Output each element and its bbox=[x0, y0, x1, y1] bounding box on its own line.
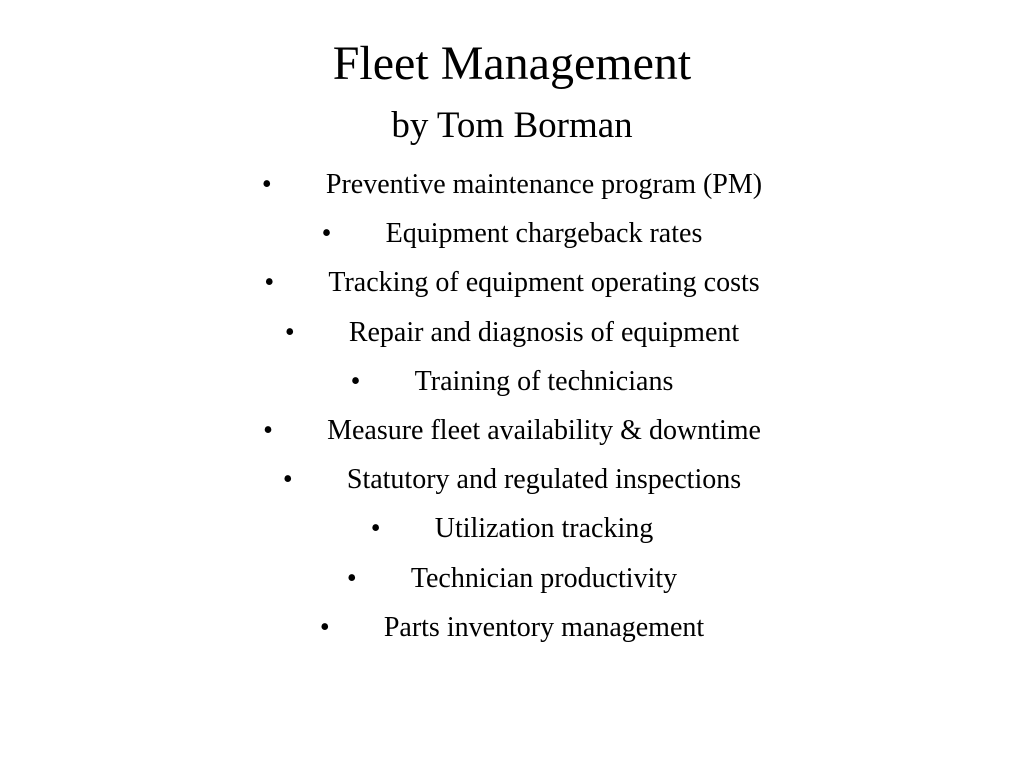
list-item bbox=[0, 504, 1024, 553]
list-item-text: Preventive maintenance program (PM) bbox=[325, 169, 763, 201]
list-item-text: Tracking of equipment operating costs bbox=[328, 267, 760, 299]
list-item-text: Utilization tracking bbox=[434, 513, 654, 545]
bullet-icon: • bbox=[264, 267, 275, 299]
bullet-icon: • bbox=[263, 415, 273, 447]
list-item bbox=[0, 455, 1024, 504]
bullet-icon: • bbox=[284, 316, 295, 348]
bullet-icon: • bbox=[346, 562, 357, 594]
bullet-icon: • bbox=[282, 464, 293, 496]
slide-title: Fleet Management bbox=[332, 37, 692, 90]
list-item-text: Measure fleet availability & downtime bbox=[327, 415, 761, 447]
bullet-icon: • bbox=[319, 611, 330, 643]
list-item bbox=[0, 357, 1024, 406]
slide-subtitle: by Tom Borman bbox=[391, 105, 633, 146]
list-item-text: Statutory and regulated inspections bbox=[346, 464, 742, 496]
list-item-text: Training of technicians bbox=[414, 365, 674, 397]
bullet-icon: • bbox=[321, 218, 332, 250]
list-item-text: Technician productivity bbox=[410, 562, 678, 594]
bullet-icon: • bbox=[370, 513, 381, 545]
list-item bbox=[0, 406, 1024, 455]
list-item-text: Equipment chargeback rates bbox=[385, 218, 703, 250]
bullet-icon: • bbox=[350, 365, 361, 397]
bullet-list bbox=[0, 160, 1024, 652]
list-item-text: Parts inventory management bbox=[383, 611, 705, 643]
list-item bbox=[0, 603, 1024, 652]
list-item-text: Repair and diagnosis of equipment bbox=[348, 316, 740, 348]
list-item bbox=[0, 160, 1024, 209]
list-item bbox=[0, 209, 1024, 258]
list-item bbox=[0, 258, 1024, 307]
bullet-icon: • bbox=[261, 169, 272, 201]
list-item bbox=[0, 308, 1024, 357]
list-item bbox=[0, 554, 1024, 603]
